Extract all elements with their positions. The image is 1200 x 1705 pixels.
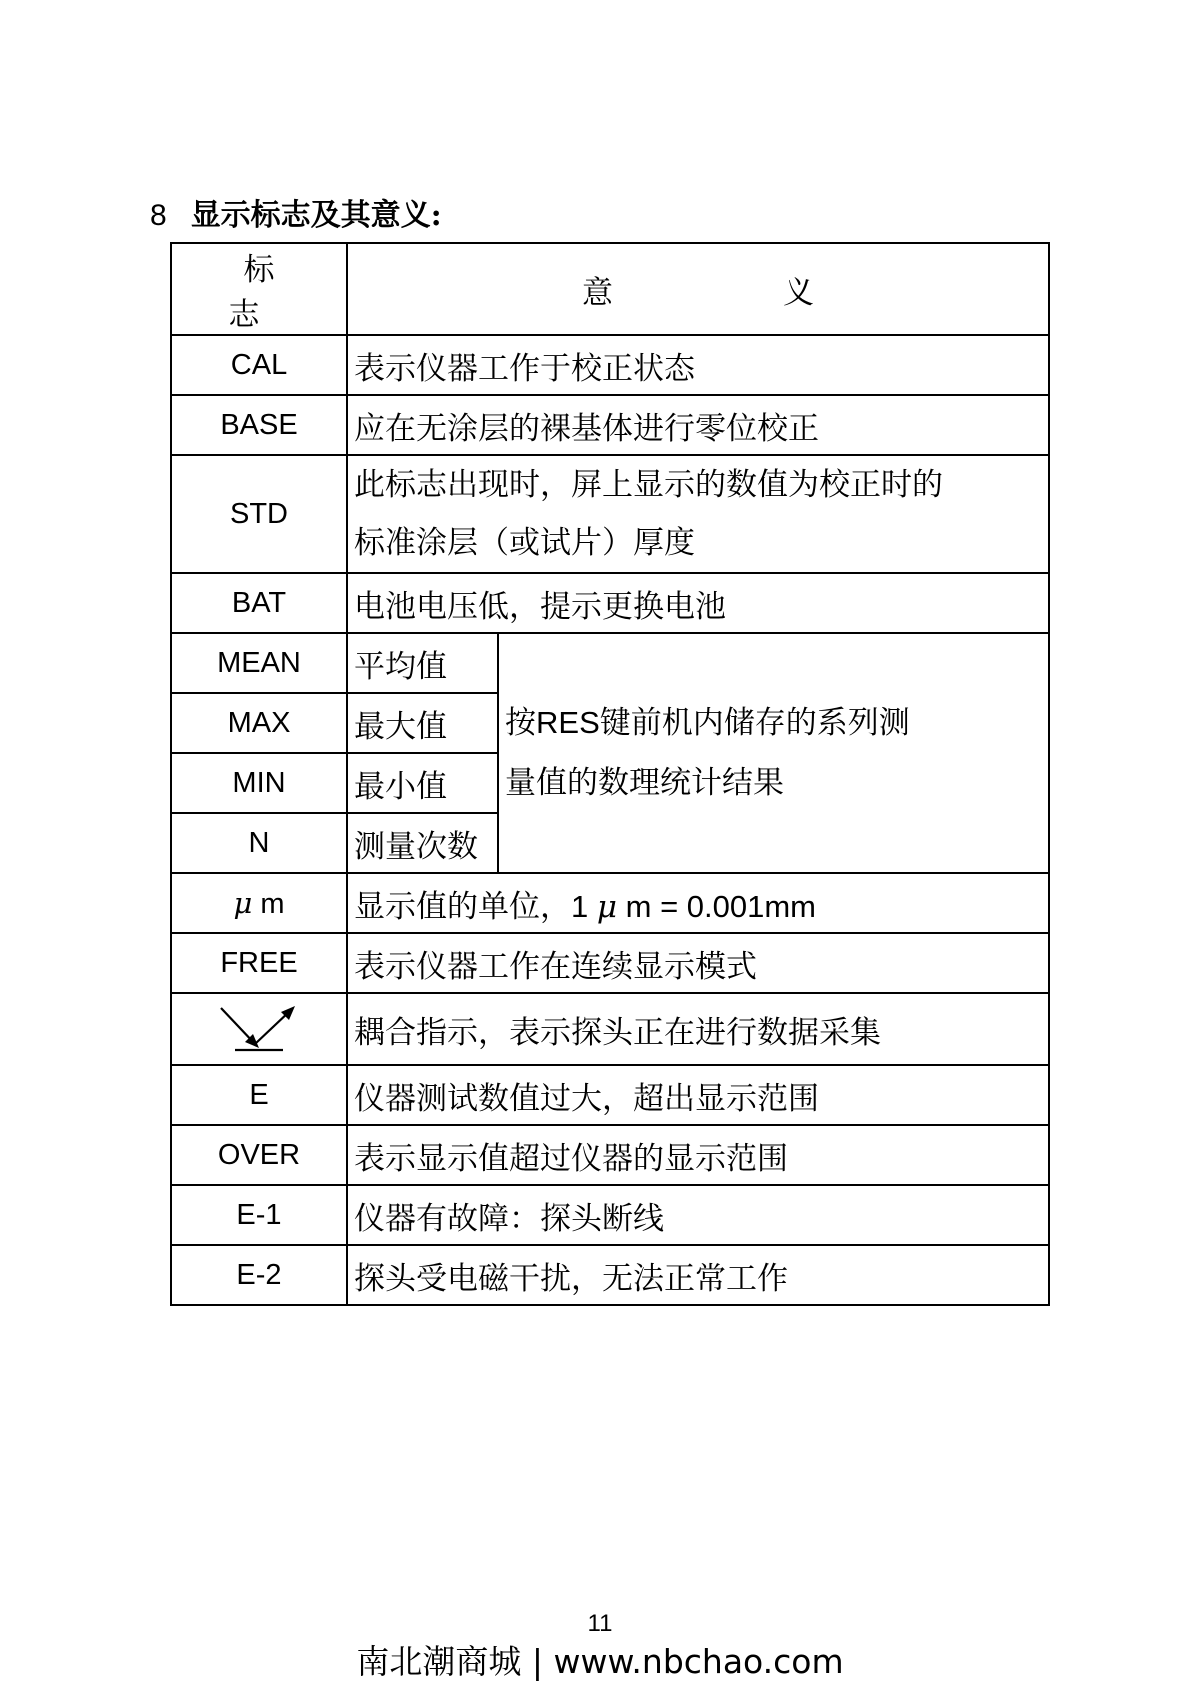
table-row — [171, 395, 1049, 455]
header-symbol: 标 志 — [171, 243, 347, 335]
footer-site[interactable]: 南北潮商城 | www.nbchao.com — [356, 1642, 844, 1681]
table-row — [171, 1065, 1049, 1125]
label-max: 最大值 — [347, 693, 498, 753]
symbol-free: FREE — [171, 933, 347, 993]
header-meaning-left: 意 — [582, 274, 613, 311]
res-key-label: RES — [536, 705, 600, 740]
header-meaning-right: 义 — [783, 274, 814, 311]
table-row — [171, 933, 1049, 993]
meaning-base: 应在无涂层的裸基体进行零位校正 — [347, 395, 1049, 455]
meaning-e: 仪器测试数值过大，超出显示范围 — [347, 1065, 1049, 1125]
symbol-cal: CAL — [171, 335, 347, 395]
unit-formula-mu: μ — [596, 888, 618, 925]
table-row — [171, 1125, 1049, 1185]
table-header-row — [171, 243, 1049, 335]
meaning-e1: 仪器有故障：探头断线 — [347, 1185, 1049, 1245]
symbol-n: N — [171, 813, 347, 873]
table-row — [171, 1185, 1049, 1245]
meaning-free: 表示仪器工作在连续显示模式 — [347, 933, 1049, 993]
mu-glyph: μ — [233, 885, 253, 920]
table-row — [171, 573, 1049, 633]
symbol-mean: MEAN — [171, 633, 347, 693]
meaning-std-line2: 标准涂层（或试片）厚度 — [354, 525, 695, 561]
meaning-std — [347, 455, 1049, 573]
table-row — [171, 455, 1049, 573]
stats-description — [498, 633, 1049, 873]
label-n: 测量次数 — [347, 813, 498, 873]
label-min: 最小值 — [347, 753, 498, 813]
symbol-coupling — [171, 993, 347, 1065]
unit-formula-pre: 1 — [571, 888, 597, 924]
meaning-micrometer — [347, 873, 1049, 933]
meaning-coupling: 耦合指示，表示探头正在进行数据采集 — [347, 993, 1049, 1065]
symbol-base: BASE — [171, 395, 347, 455]
page-number: 11 — [587, 1610, 613, 1637]
meaning-std-line1: 此标志出现时，屏上显示的数值为校正时的 — [354, 467, 943, 503]
symbol-e: E — [171, 1065, 347, 1125]
m-glyph: m — [260, 887, 285, 920]
meaning-e2: 探头受电磁干扰，无法正常工作 — [347, 1245, 1049, 1305]
symbol-e2: E-2 — [171, 1245, 347, 1305]
symbol-over: OVER — [171, 1125, 347, 1185]
stats-description-line2: 量值的数理统计结果 — [505, 765, 784, 801]
meaning-bat: 电池电压低，提示更换电池 — [347, 573, 1049, 633]
symbol-micrometer — [171, 873, 347, 933]
meaning-cal: 表示仪器工作于校正状态 — [347, 335, 1049, 395]
table-row — [171, 335, 1049, 395]
section-heading — [150, 196, 442, 236]
symbol-e1: E-1 — [171, 1185, 347, 1245]
table-row — [171, 633, 1049, 693]
table-row — [171, 1245, 1049, 1305]
coupling-indicator-icon — [217, 1004, 301, 1054]
section-number: 8 — [150, 199, 167, 232]
stats-desc-prefix: 按 — [505, 705, 536, 741]
table-row — [171, 873, 1049, 933]
stats-desc-rest: 键前机内储存的系列测 — [599, 705, 910, 741]
symbol-bat: BAT — [171, 573, 347, 633]
stats-description-line1 — [505, 693, 1048, 753]
unit-formula-post: m = 0.001mm — [617, 888, 817, 924]
symbol-std: STD — [171, 455, 347, 573]
header-meaning — [347, 243, 1049, 335]
symbols-table — [170, 242, 1050, 1306]
label-mean: 平均值 — [347, 633, 498, 693]
meaning-over: 表示显示值超过仪器的显示范围 — [347, 1125, 1049, 1185]
symbol-min: MIN — [171, 753, 347, 813]
unit-desc-prefix: 显示值的单位， — [354, 888, 571, 925]
symbol-max: MAX — [171, 693, 347, 753]
table-row — [171, 993, 1049, 1065]
section-title: 显示标志及其意义: — [190, 198, 442, 233]
